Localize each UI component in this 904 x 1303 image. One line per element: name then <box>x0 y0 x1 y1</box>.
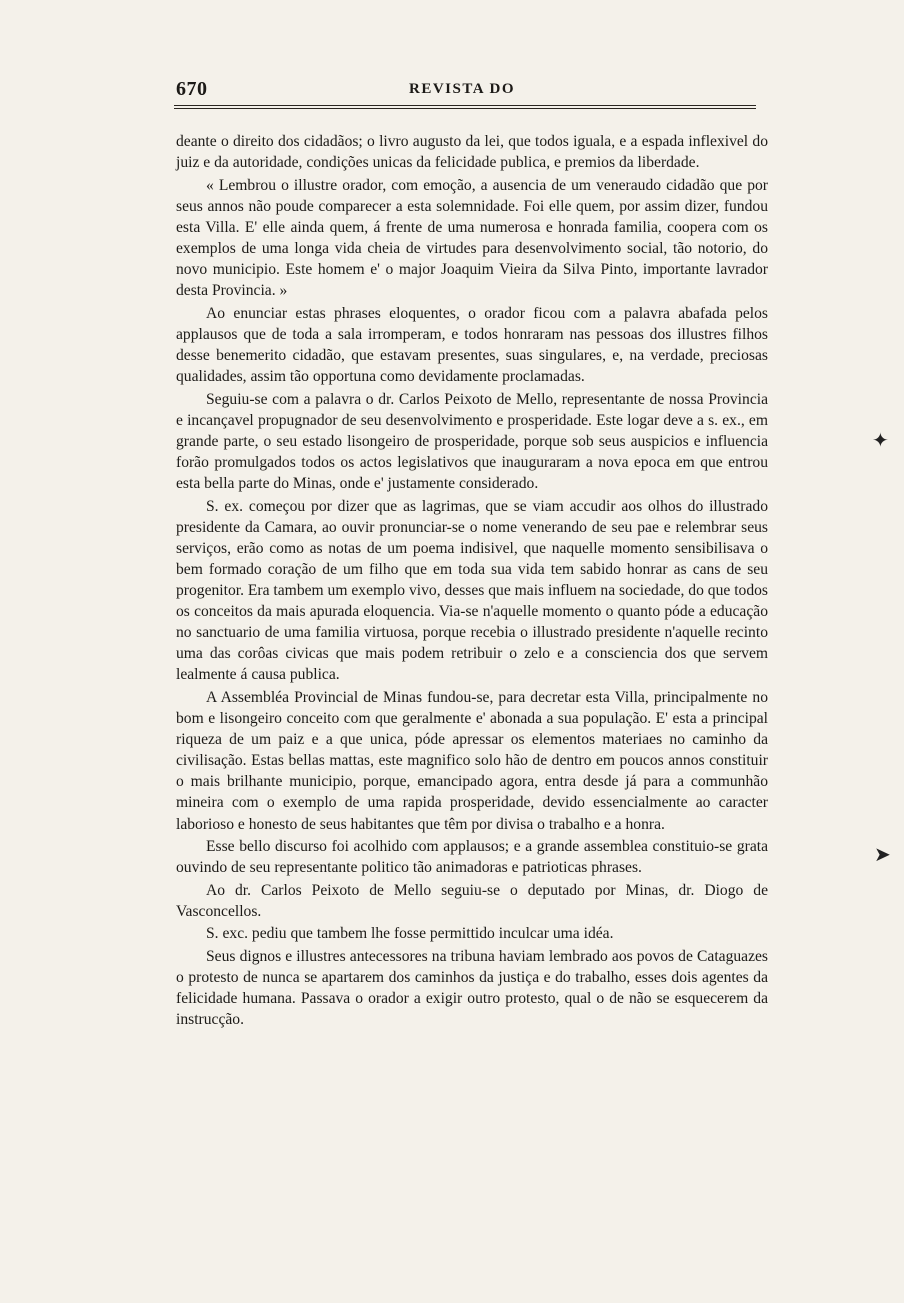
paragraph: Seus dignos e illustres antecessores na tribuna haviam lembrado aos povos de Cataguazes o protesto de nunca se apartarem dos caminhos da justiça e do trabalho, esses dois agentes da felicidade humana. Passava o orador a exigir outro protesto, qual o de não se esquecerem da instrucção. <box>176 948 768 1029</box>
paragraph: Esse bello discurso foi acolhido com applausos; e a grande assemblea constituio-se grata ouvindo de seu representante politico tão animadoras e patrioticas phrases. <box>176 838 768 877</box>
paragraph: Seguiu-se com a palavra o dr. Carlos Peixoto de Mello, representante de nossa Provincia e incançavel propugnador de seu desenvolvimento e prosperidade. Este logar deve a s. ex., em grande parte, o seu estado lisongeiro de prosperidade, porque sob seus auspicios e influencia forão promulgados todos os actos legislativos que inauguraram a nova epoca em que entrou esta bella parte do Minas, onde e' justamente considerado. <box>176 390 768 492</box>
running-title: REVISTA DO <box>409 81 515 97</box>
paragraph: A Assembléa Provincial de Minas fundou-se, para decretar esta Villa, principalmente no bom e lisongeiro conceito com que geralmente e' abonada a sua população. E' esta a principal riqueza de um paiz e a que unica, póde apressar os elementos materiaes no caminho da civilisação. Estas bellas mattas, este magnifico solo hão de dentro em poucos annos constituir o mais brilhante municipio, porque, emancipado agora, entra desde já para a communhão mineira com o exemplo de uma rapida prosperidade, devido essencialmente ao caracter laborioso e honesto de seus habitantes que têm por divisa o trabalho e a honra. <box>176 688 768 833</box>
paragraph: Ao enunciar estas phrases eloquentes, o orador ficou com a palavra abafada pelos applausos que de toda a sala irromperam, e todos honraram nas pessoas dos illustres filhos desse benemerito cidadão, que estavam presentes, suas singulares, e, na verdade, preciosas qualidades, assim tão opportuna como devidamente proclamadas. <box>176 304 768 386</box>
margin-arrow-icon: ➤ <box>874 844 891 866</box>
paragraph: deante o direito dos cidadãos; o livro augusto da lei, que todos iguala, e a espada inflexivel do juiz e da autoridade, condições unicas da felicidade publica, e premios da liberdade. <box>176 133 768 172</box>
header-rule <box>174 105 756 109</box>
page-number: 670 <box>176 78 208 100</box>
body-text <box>176 131 768 1032</box>
paragraph: S. ex. começou por dizer que as lagrimas, que se viam accudir aos olhos do illustrado presidente da Camara, ao ouvir pronunciar-se o nome venerando de seu pae e relembrar seus serviços, erão como as notas de um poema indisivel, que naquelle momento sensibilisava o bem formado coração de um filho que em toda sua vida tem sabido honrar as cans de seu progenitor. Era tambem um exemplo vivo, desses que mais influem na sociedade, do que todos os conceitos da mais apurada eloquencia. Via-se n'aquelle momento o quanto póde a educação no sanctuario de uma familia virtuosa, porque recebia o illustrado presidente n'aquelle recinto uma das corôas civicas que mais podem retribuir o zelo e a consciencia dos que servem lealmente á causa publica. <box>176 497 768 684</box>
margin-mark-icon: ✦ <box>872 430 889 452</box>
paragraph: Ao dr. Carlos Peixoto de Mello seguiu-se o deputado por Minas, dr. Diogo de Vasconcellos. <box>176 881 768 920</box>
paragraph: S. exc. pediu que tambem lhe fosse permittido inculcar uma idéa. <box>206 925 614 943</box>
paragraph: « Lembrou o illustre orador, com emoção, a ausencia de um veneraudo cidadão que por seus annos não poude comparecer a esta solemnidade. Foi elle quem, por assim dizer, fundou esta Villa. E' elle ainda quem, á frente de uma numerosa e honrada familia, coopera com os exemplos de uma longa vida cheia de virtudes para desenvolvimento social, tão notorio, do novo municipio. Este homem e' o major Joaquim Vieira da Silva Pinto, importante lavrador desta Provincia. » <box>176 176 768 300</box>
